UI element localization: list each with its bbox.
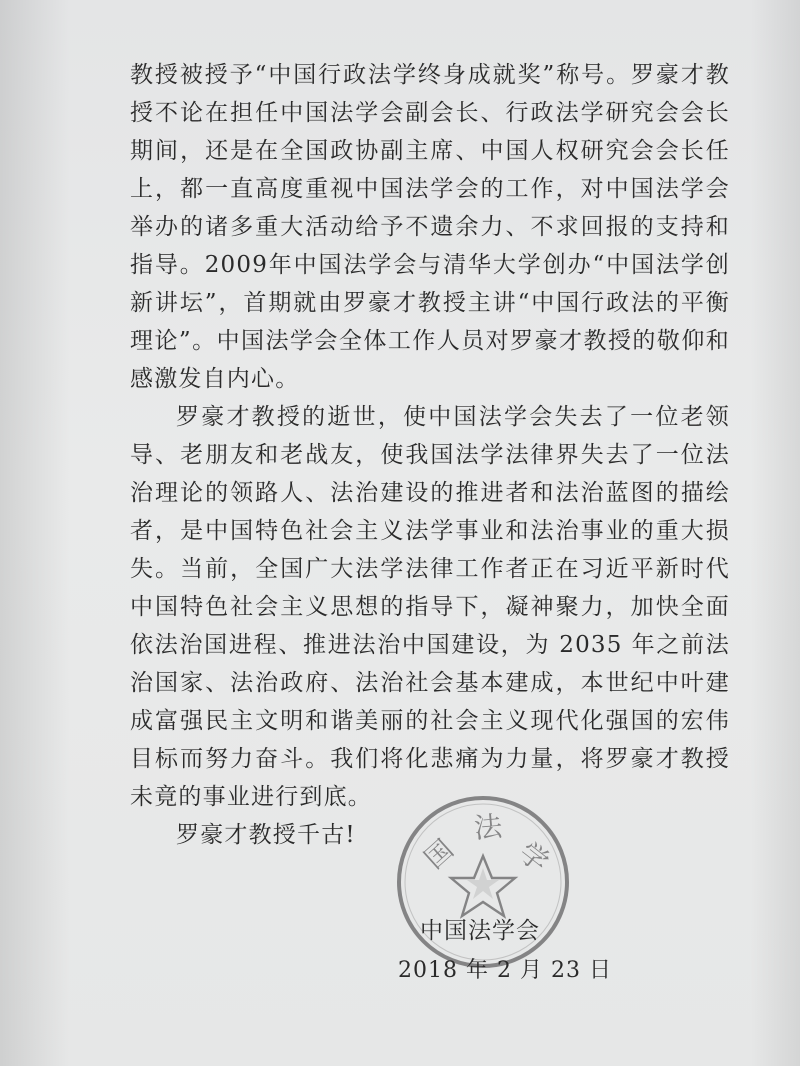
page-shadow-left — [0, 0, 70, 1066]
page-shadow-right — [750, 0, 800, 1066]
paragraph-1: 教授被授予“中国行政法学终身成就奖”称号。罗豪才教授不论在担任中国法学会副会长、行政法学研究会会长期间，还是在全国政协副主席、中国人权研究会会长任上，都一直高度重视中国法学会的工作，对中国法学会举办的诸多重大活动给予不遗余力、不求回报的支持和指导。2009年中国法学会与清华大学创办“中国法学创新讲坛”，首期就由罗豪才教授主讲“中国行政法的平衡理论”。中国法学会全体工作人员对罗豪才教授的敬仰和感激发自内心。 — [130, 62, 730, 392]
signing-date: 2018 年 2 月 23 日 — [398, 958, 612, 983]
official-seal — [393, 792, 573, 972]
seal-char-3: 学 — [512, 835, 556, 879]
seal-char-1: 国 — [418, 834, 460, 876]
paragraph-closing: 罗豪才教授千古! — [176, 822, 356, 848]
letter-body — [130, 56, 730, 854]
seal-char-2: 法 — [472, 809, 504, 845]
signing-organization: 中国法学会 — [420, 918, 540, 944]
seal-star-core — [467, 868, 499, 899]
paragraph-2: 罗豪才教授的逝世，使中国法学会失去了一位老领导、老朋友和老战友，使我国法学法律界失去了一位法治理论的领路人、法治建设的推进者和法治蓝图的描绘者，是中国特色社会主义法学事业和法治事业的重大损失。当前，全国广大法学法律工作者正在习近平新时代中国特色社会主义思想的指导下，凝神聚力，加快全面依法治国进程、推进法治中国建设，为 2035 年之前法治国家、法治政府、法治社会基本建成，本世纪中叶建成富强民主文明和谐美丽的社会主义现代化强国的宏伟目标而努力奋斗。我们将化悲痛为力量，将罗豪才教授未竟的事业进行到底。 — [130, 404, 730, 810]
